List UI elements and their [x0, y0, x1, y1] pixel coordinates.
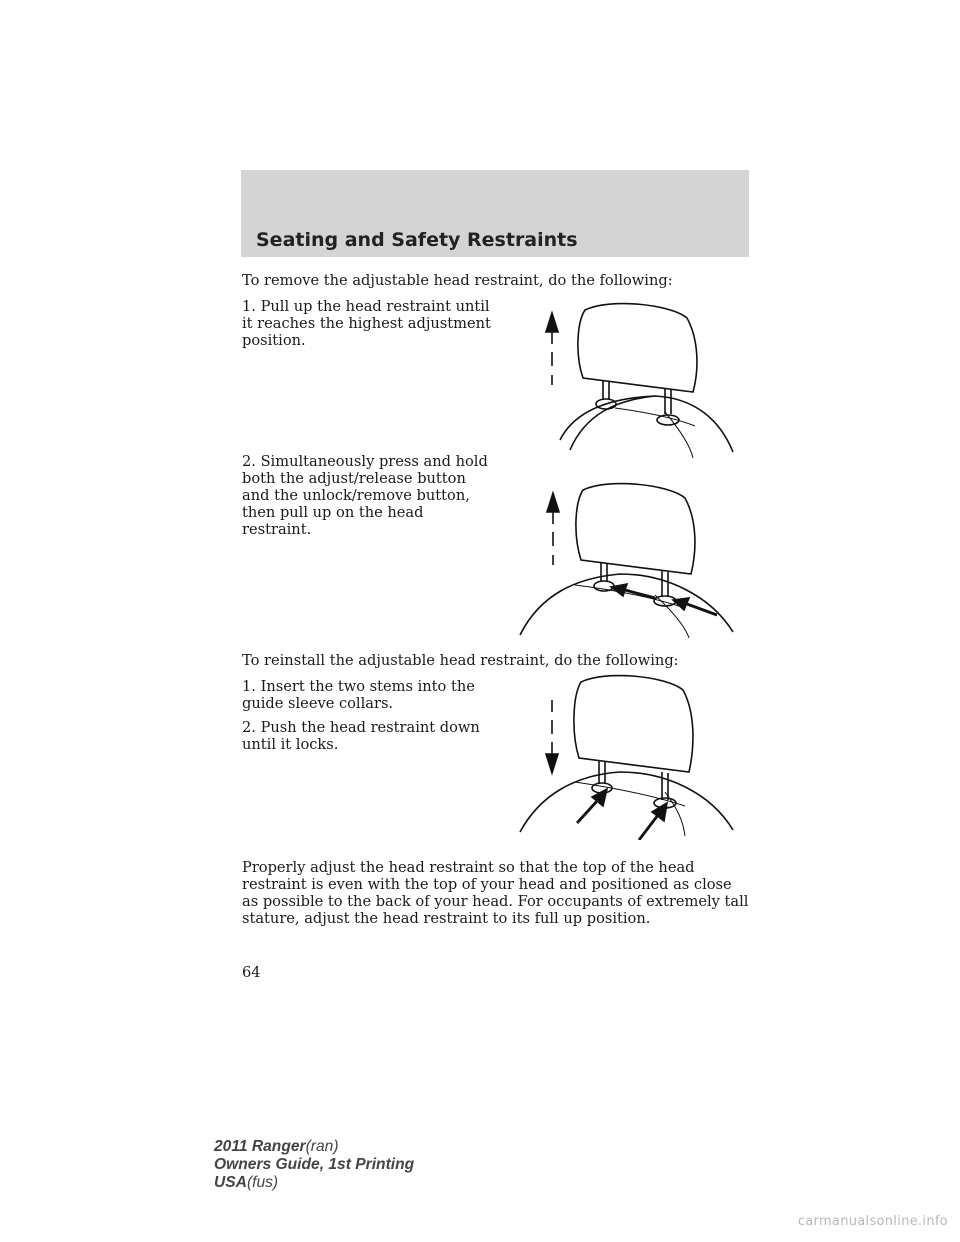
- footer-market-code: (fus): [246, 1174, 279, 1191]
- reinstall-intro: To reinstall the adjustable head restraint, do the following:: [242, 652, 679, 669]
- footer-print-info: [214, 1138, 414, 1192]
- adjust-note: Properly adjust the head restraint so that the top of the head restraint is even with the top of your head and positioned as close as possible to the back of your head. For occupants of extremely tall stature, adjust the head restraint to its full up position.: [242, 859, 749, 927]
- remove-step-2: 2. Simultaneously press and hold both the adjust/release button and the unlock/remove button, then pull up on the head restraint.: [242, 453, 488, 538]
- footer-model-code: (ran): [305, 1138, 339, 1155]
- figure-pull-up-head-restraint: [515, 300, 740, 460]
- footer-guide: Owners Guide, 1st Printing: [214, 1156, 415, 1173]
- footer-model: 2011 Ranger: [214, 1138, 306, 1155]
- reinstall-step-1: 1. Insert the two stems into the guide sleeve collars.: [242, 678, 475, 712]
- section-title: Seating and Safety Restraints: [256, 229, 578, 251]
- figure-press-buttons-pull-up: [515, 480, 740, 640]
- footer-market: USA: [214, 1174, 247, 1191]
- watermark: carmanualsonline.info: [797, 1214, 948, 1229]
- reinstall-step-2: 2. Push the head restraint down until it locks.: [242, 719, 480, 753]
- remove-intro: To remove the adjustable head restraint, do the following:: [242, 272, 673, 289]
- page-number: 64: [242, 964, 261, 981]
- remove-step-1: 1. Pull up the head restraint until it reaches the highest adjustment position.: [242, 298, 491, 349]
- figure-push-down-install: [515, 660, 740, 840]
